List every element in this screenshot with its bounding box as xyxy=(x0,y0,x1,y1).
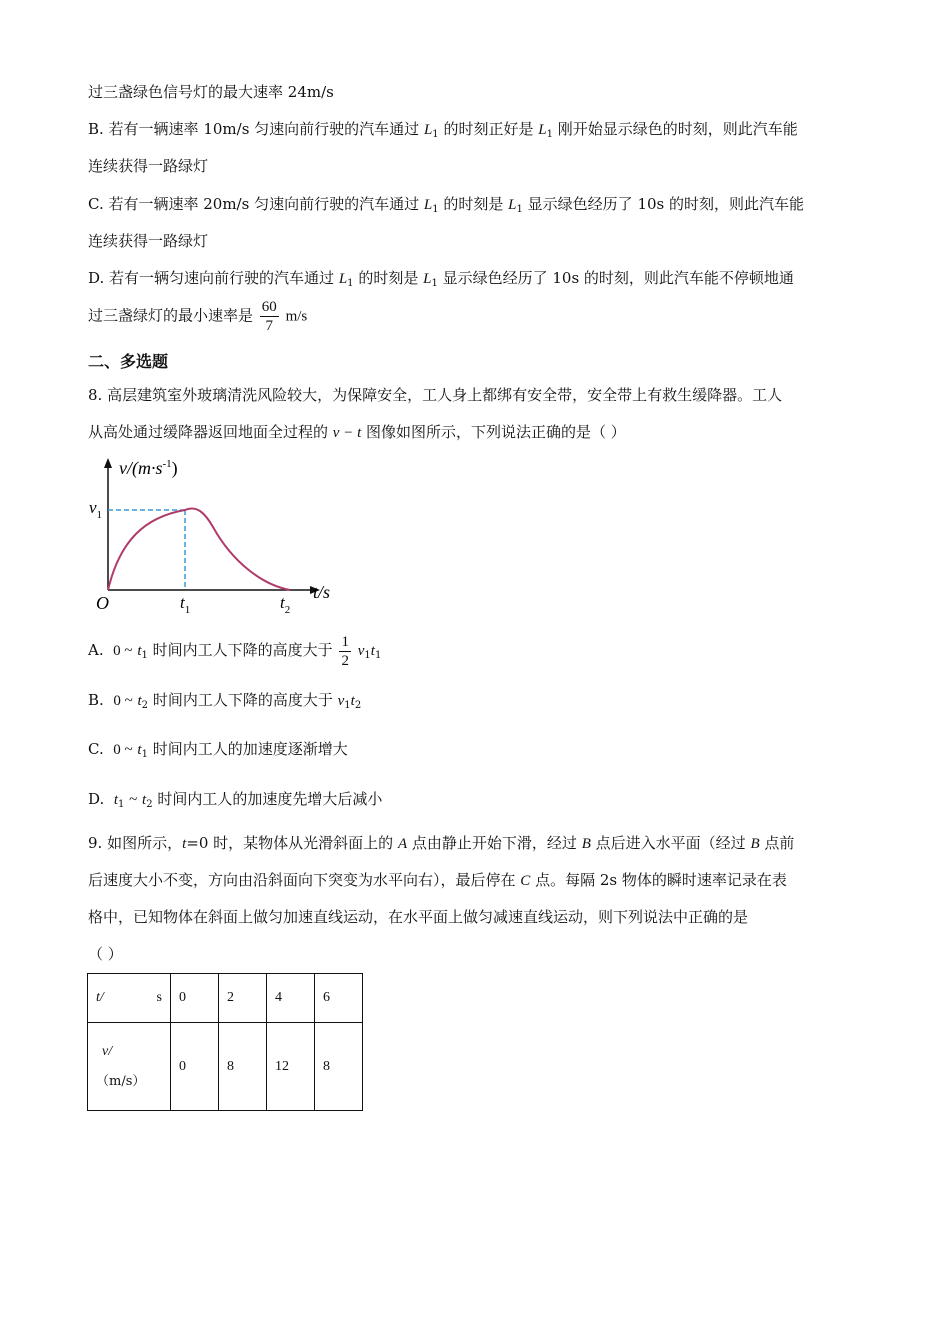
section-title: 二、多选题 xyxy=(88,352,169,371)
q8-option-b[interactable]: B. 0 ~ $t_2$ 时间内工人下降的高度大于 $v_1t_2$ xyxy=(88,691,362,711)
q7-option-d-line1: D. 若有一辆匀速向前行驶的汽车通过 $L_1$ 的时刻是 $L_1$ 显示绿色经历了 10s 的时刻，则此汽车能不停顿地通 xyxy=(88,269,794,289)
table-cell: 4 xyxy=(267,974,315,1023)
v1-label: $v_1$ xyxy=(89,498,103,521)
origin-label: O xyxy=(96,593,109,613)
q7-option-b-line1: B. 若有一辆速率 10m/s 匀速向前行驶的汽车通过 $L_1$ 的时刻正好是 $L_1$ 刚开始显示绿色的时刻，则此汽车能 xyxy=(88,120,798,140)
q7-option-c-line1: C. 若有一辆速率 20m/s 匀速向前行驶的汽车通过 $L_1$ 的时刻是 $L_1$ 显示绿色经历了 10s 的时刻，则此汽车能 xyxy=(88,195,804,215)
velocity-curve xyxy=(108,509,290,590)
x-axis-label: t/s xyxy=(313,582,331,602)
q7-option-c-line2: 连续获得一路绿灯 xyxy=(88,232,209,250)
fraction-60-over-7: $\frac{60}{7}$ xyxy=(261,299,277,334)
q8-stem-line2: 从高处通过缓降器返回地面全过程的 v − t 图像如图所示，下列说法正确的是（ ） xyxy=(88,423,626,441)
table-cell: 6 xyxy=(315,974,363,1023)
q7-option-b-line2: 连续获得一路绿灯 xyxy=(88,157,209,175)
table-row xyxy=(88,974,363,1023)
q7-option-a-tail: 过三盏绿色信号灯的最大速率 24m/s xyxy=(88,83,334,101)
table-cell: 8 xyxy=(219,1023,267,1111)
table-cell: 2 xyxy=(219,974,267,1023)
table-row xyxy=(88,1023,363,1111)
q8-option-c[interactable]: C. 0 ~ $t_1$ 时间内工人的加速度逐渐增大 xyxy=(88,740,348,760)
q8-stem-line1: 8. 高层建筑室外玻璃清洗风险较大，为保障安全，工人身上都绑有安全带，安全带上有救生缓降器。工人 xyxy=(88,386,783,404)
table-cell: 0 xyxy=(171,974,219,1023)
t2-label: $t_2$ xyxy=(280,593,291,616)
q8-option-a[interactable]: A. 0 ~ $t_1$ 时间内工人下降的高度大于 $\frac{1}{2}$ $v_1t_1$ xyxy=(88,633,382,669)
y-axis-arrow xyxy=(104,458,112,468)
vt-graph xyxy=(85,455,345,620)
q7-option-d-line2: 过三盏绿灯的最小速率是 $\frac{60}{7}$ m/s xyxy=(88,299,308,334)
q9-stem-line3: 格中，已知物体在斜面上做匀加速直线运动，在水平面上做匀减速直线运动，则下列说法中正确的是 xyxy=(88,908,749,926)
row-header-time: t/ s xyxy=(88,974,171,1023)
table-cell: 8 xyxy=(315,1023,363,1111)
table-cell: 0 xyxy=(171,1023,219,1111)
q9-stem-line1: 9. 如图所示，t=0 时，某物体从光滑斜面上的 A 点由静止开始下滑，经过 B 点后进入水平面（经过 B 点前 xyxy=(88,834,795,852)
q9-answer-blank: （ ） xyxy=(88,945,123,963)
q9-data-table xyxy=(87,973,363,1111)
row-header-velocity: v/ （m/s） xyxy=(88,1023,171,1111)
q9-stem-line2: 后速度大小不变，方向由沿斜面向下突变为水平向右），最后停在 C 点。每隔 2s 物体的瞬时速率记录在表 xyxy=(88,871,787,889)
fraction-one-half: $\frac{1}{2}$ xyxy=(341,633,349,669)
t1-label: $t_1$ xyxy=(180,593,191,616)
q8-option-d[interactable]: D. $t_1$ ~ $t_2$ 时间内工人的加速度先增大后减小 xyxy=(88,790,383,810)
table-cell: 12 xyxy=(267,1023,315,1111)
y-axis-label: $v/(m\cdot s^{-1})$ xyxy=(119,458,178,478)
